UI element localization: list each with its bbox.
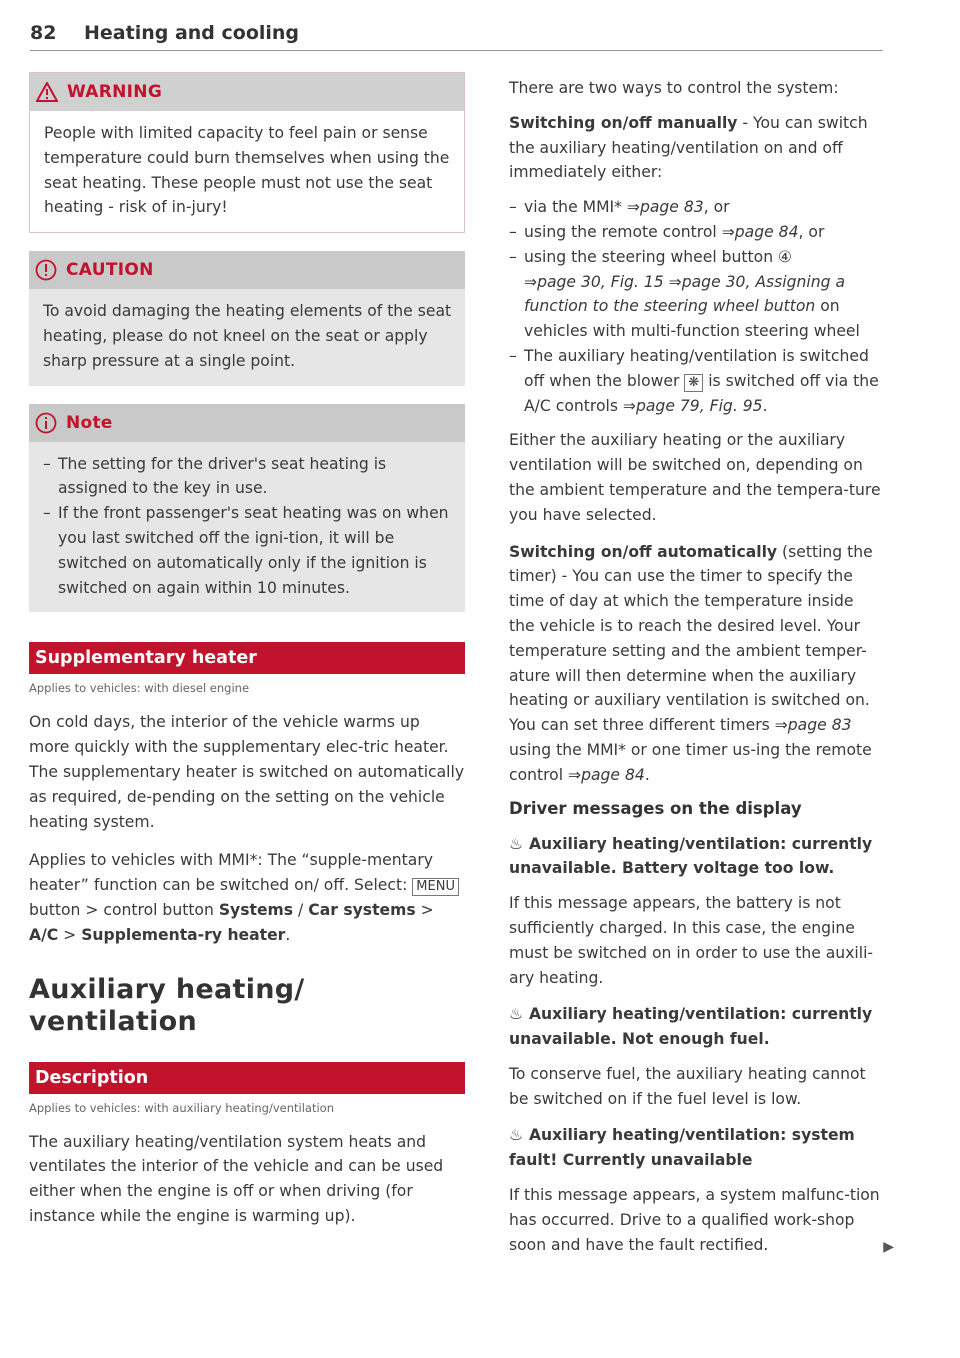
- warning-text: People with limited capacity to feel pain or sense temperature could burn themselves when using the seat heating. These people must not use the seat heating - risk of in-jury!: [44, 124, 450, 217]
- warning-triangle-icon: [35, 80, 59, 104]
- caution-title: CAUTION: [66, 260, 154, 281]
- steering-button-number-icon: ④: [778, 247, 793, 266]
- text-run: /: [293, 900, 309, 919]
- caution-box: [29, 251, 465, 385]
- text-run: using the MMI* or one timer us-ing the remote control: [509, 740, 872, 784]
- manual-para: [509, 111, 884, 185]
- aux-heading: [29, 974, 465, 1038]
- note-header: [29, 404, 465, 442]
- section-title: Heating and cooling: [84, 22, 300, 44]
- page-ref-link[interactable]: ⇒page 84: [568, 765, 645, 784]
- text-run: >: [58, 925, 82, 944]
- aux-heading-line1: Auxiliary heating/: [29, 973, 305, 1005]
- note-list: [43, 452, 455, 601]
- warning-box: [29, 72, 465, 233]
- list-item: [509, 245, 884, 344]
- note-item: – The setting for the driver's seat heating is assigned to the key in use.: [43, 452, 455, 502]
- caution-text: To avoid damaging the heating elements of the seat heating, please do not kneel on the seat or apply sharp pressure at a single point.: [43, 302, 452, 370]
- supplementary-applies: Applies to vehicles: with diesel engine: [29, 681, 250, 696]
- either-para: Either the auxiliary heating or the auxiliary ventilation will be switched on, depending on the ambient temperature and the tempera-ture you have selected.: [509, 431, 881, 524]
- text-run: using the remote control: [524, 222, 722, 241]
- text-run: on vehicles with multi-function steering wheel: [524, 297, 860, 341]
- manual-list: [509, 195, 884, 418]
- aux-heading-line2: ventilation: [29, 1005, 198, 1037]
- heater-icon: ♨: [509, 834, 523, 853]
- auto-heading: Switching on/off automatically: [509, 542, 778, 561]
- description-heading: Description: [29, 1062, 465, 1094]
- menu-path-car-systems: Car systems: [308, 900, 416, 919]
- page-number: 82: [30, 22, 57, 44]
- list-item: [509, 344, 884, 418]
- right-column: [509, 72, 894, 1257]
- page-ref-link[interactable]: ⇒page 84: [721, 222, 799, 241]
- text-run: (setting the timer) - You can use the timer to specify the time of day at which the temperature inside the vehicle is to reach the desired level. Your temperature setting and the ambient temper-ature will then determine when the auxiliary heating or auxiliary ventilation is switched on. You can set three different timers: [509, 542, 873, 735]
- text-run: The auxiliary heating/ventilation is switched off when the blower: [524, 346, 869, 390]
- continue-arrow-icon: ▶: [883, 1239, 894, 1256]
- text-run: , or: [703, 198, 730, 217]
- manual-heading: Switching on/off manually: [509, 113, 738, 132]
- text-run: .: [285, 925, 291, 944]
- intro-text: There are two ways to control the system:: [509, 79, 839, 97]
- supplementary-heater-heading: Supplementary heater: [29, 642, 465, 674]
- note-item: – If the front passenger's seat heating was on when you last switched off the igni-tion, it will be switched on automatically only if the ignition is switched on again within 10 minutes.: [43, 501, 455, 600]
- list-item: [509, 195, 884, 220]
- message-title-text: Auxiliary heating/ventilation: currently unavailable. Battery voltage too low.: [509, 834, 873, 878]
- supplementary-para2: [29, 848, 465, 947]
- page-ref-link[interactable]: ⇒page 30, Fig. 15: [524, 272, 664, 291]
- text-run: .: [644, 765, 650, 784]
- text-run: using the steering wheel button: [524, 247, 779, 266]
- heater-icon: ♨: [509, 1005, 523, 1024]
- page-header: [30, 22, 883, 51]
- message-1-title: [509, 832, 884, 882]
- text-run: button > control button: [29, 900, 219, 919]
- message-3-text: If this message appears, a system malfunc-tion has occurred. Drive to a qualified work-shop soon and have the fault rectified.: [509, 1186, 880, 1254]
- heater-icon: ♨: [509, 1126, 523, 1145]
- list-item: [509, 220, 884, 245]
- message-3-title: [509, 1123, 884, 1173]
- text-run: is switched off via the A/C controls: [524, 371, 879, 415]
- menu-path-supplementary-heater: Supplementa-ry heater: [81, 925, 286, 944]
- blower-icon: ❋: [684, 374, 703, 392]
- page-ref-link[interactable]: ⇒page 83: [626, 198, 704, 217]
- message-2-title: [509, 1002, 884, 1052]
- description-applies: Applies to vehicles: with auxiliary heating/ventilation: [29, 1100, 334, 1115]
- text-run: , or: [798, 222, 825, 241]
- caution-circle-icon: [34, 258, 58, 282]
- page-ref-link[interactable]: ⇒page 83: [774, 716, 852, 735]
- auto-para: [509, 540, 884, 788]
- note-title: Note: [66, 412, 113, 433]
- page-ref-link[interactable]: ⇒page 79, Fig. 95: [622, 396, 763, 415]
- description-para: The auxiliary heating/ventilation system heats and ventilates the interior of the vehicle and can be used either when the engine is off or when driving (for instance while the engine is warming up).: [29, 1132, 444, 1225]
- menu-path-systems: Systems: [218, 900, 294, 919]
- menu-key: MENU: [412, 878, 459, 896]
- menu-path-ac: A/C: [29, 925, 59, 944]
- left-column: [29, 72, 465, 1229]
- text-run: via the MMI*: [524, 198, 627, 217]
- text-run: >: [415, 900, 434, 919]
- message-title-text: Auxiliary heating/ventilation: system fault! Currently unavailable: [509, 1126, 855, 1170]
- page-ref-link[interactable]: ⇒page 30, Assigning a function to the steering wheel button: [524, 272, 846, 316]
- caution-header: [29, 251, 465, 289]
- message-2-text: To conserve fuel, the auxiliary heating cannot be switched on if the fuel level is low.: [509, 1064, 866, 1108]
- warning-header: [30, 73, 464, 111]
- driver-messages-heading: Driver messages on the display: [509, 798, 802, 818]
- note-box: [29, 404, 465, 613]
- text-run: Applies to vehicles with MMI*: The “supple-mentary heater” function can be switched on/ off. Select:: [29, 851, 433, 895]
- text-run: .: [762, 396, 768, 415]
- message-title-text: Auxiliary heating/ventilation: currently unavailable. Not enough fuel.: [509, 1005, 873, 1049]
- info-icon: [34, 411, 58, 435]
- warning-title: WARNING: [67, 82, 163, 102]
- text-run: - You can switch the auxiliary heating/ventilation on and off immediately either:: [509, 113, 868, 182]
- supplementary-para1: On cold days, the interior of the vehicle warms up more quickly with the supplementary elec-tric heater. The supplementary heater is switched on automatically as required, de-pending on the setting on the vehicle heating system.: [29, 713, 465, 831]
- message-1-text: If this message appears, the battery is not sufficiently charged. In this case, the engine must be switched on in order to use the auxili-ary heating.: [509, 894, 874, 987]
